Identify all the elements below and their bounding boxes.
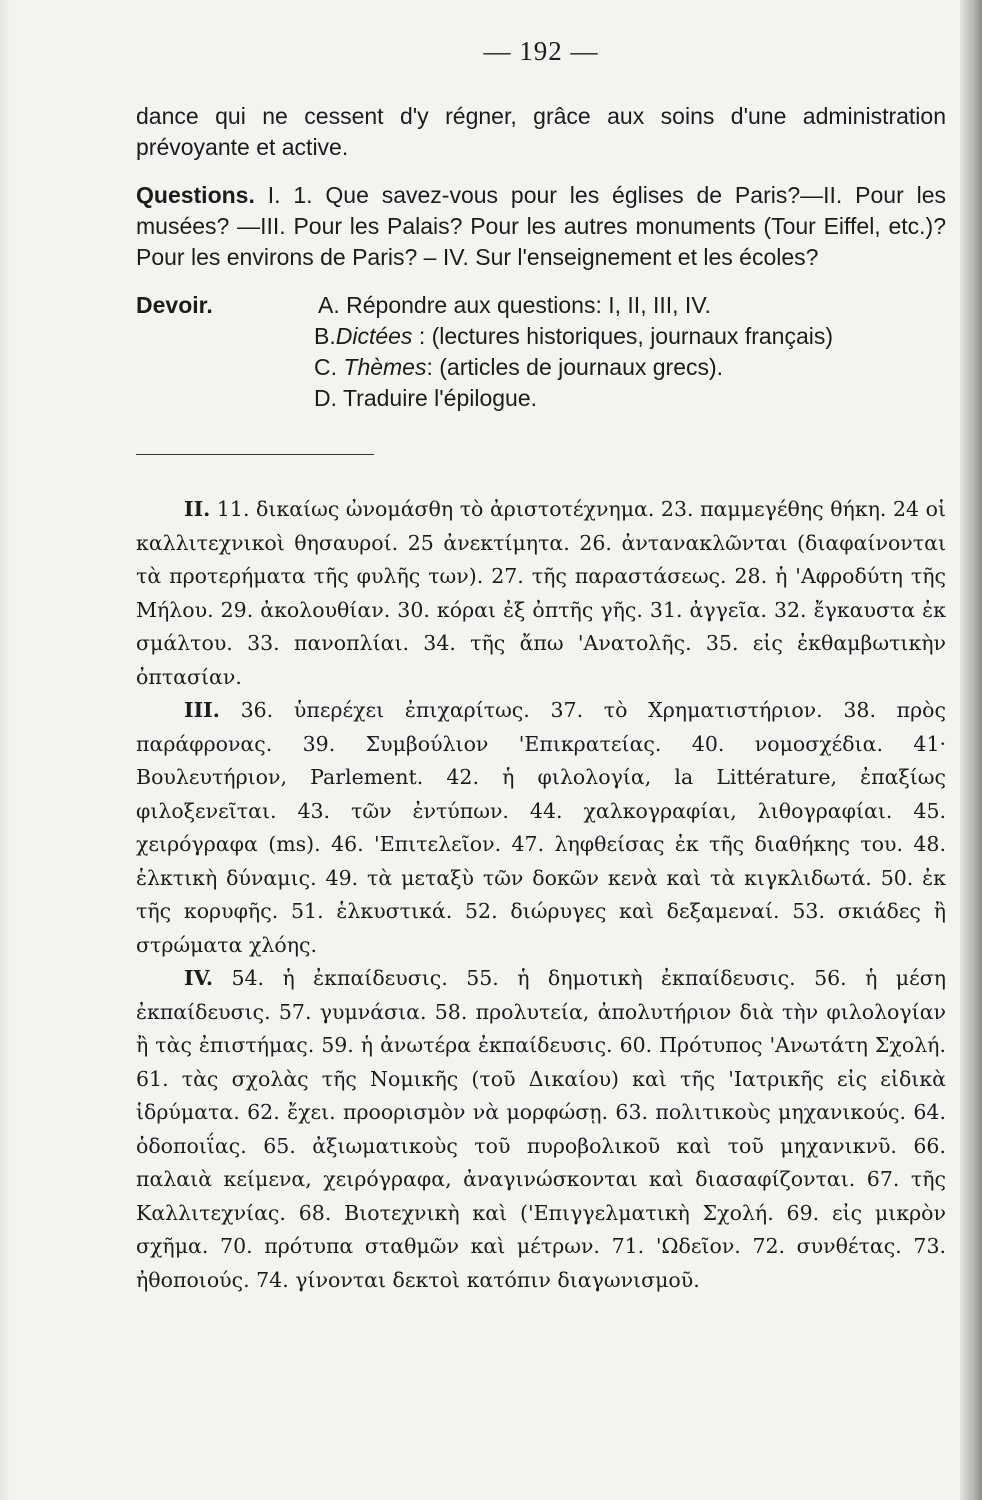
devoir-item-text: Répondre aux questions: I, II, III, IV. bbox=[339, 292, 711, 318]
questions-label: Questions. bbox=[136, 182, 255, 208]
questions-text: I. 1. Que savez-vous pour les églises de Paris?—II. Pour les musées? —III. Pour les Palais? Pour les autres monuments (Tour Eiffel, etc.)? Pour les environs de Paris? – IV. Sur l'enseignement et les écoles? bbox=[136, 182, 946, 270]
devoir-item-title: Thèmes bbox=[343, 354, 427, 380]
page-content bbox=[136, 36, 946, 1297]
devoir-item-text: : (lectures historiques, journaux français) bbox=[412, 323, 834, 349]
page-number: — 192 — bbox=[483, 36, 599, 66]
devoir-item-c bbox=[136, 352, 946, 383]
section-text: 11. δικαίως ὠνομάσθη τὸ ἀριστοτέχνημα. 23. παμμεγέθης θήκη. 24 οἱ καλλιτεχνικοὶ θησαυροί. 25 ἀνεκτίμητα. 26. ἀντανακλῶνται (διαφαίνονται τὰ προτερήματα τῆς φυλῆς των). 27. τῆς παραστάσεως. 28. ἡ 'Αφροδύτη τῆς Μήλου. 29. ἀκολουθίαν. 30. κόραι ἐξ ὀπτῆς γῆς. 31. ἀγγεῖα. 32. ἔγκαυστα ἐκ σμάλτου. 33. πανοπλίαι. 34. τῆς ἄπω 'Ανατολῆς. 35. εἰς ἐκθαμβωτικὴν ὀπτασίαν. bbox=[136, 497, 946, 689]
section-label: III. bbox=[184, 698, 220, 722]
devoir-item-letter: A. bbox=[318, 292, 340, 318]
devoir-item-letter: D. bbox=[314, 385, 337, 411]
page-edge-right bbox=[960, 0, 982, 1500]
section-ii bbox=[136, 493, 946, 694]
section-iii bbox=[136, 694, 946, 962]
section-label: II. bbox=[184, 497, 211, 521]
devoir-item-a-content bbox=[318, 290, 711, 321]
questions-paragraph bbox=[136, 180, 946, 273]
devoir-item-text: Traduire l'épilogue. bbox=[337, 385, 538, 411]
intro-paragraph: dance qui ne cessent d'y régner, grâce aux soins d'une administration prévoyante et active. bbox=[136, 103, 946, 160]
section-text: 36. ὑπερέχει ἐπιχαρίτως. 37. τὸ Χρηματιστήριον. 38. πρὸς παράφρονας. 39. Συμβούλιον 'Επικρατείας. 40. νομοσχέδια. 41· Βουλευτήριον, Parlement. 42. ἡ φιλολογία, la Littérature, ἐπαξίως φιλοξενεῖται. 43. τῶν ἐντύπων. 44. χαλκογραφίαι, λιθογραφίαι. 45. χειρόγραφα (ms). 46. 'Επιτελεῖον. 47. ληφθείσας ἐκ τῆς διαθήκης του. 48. ἑλκτικὴ δύναμις. 49. τὰ μεταξὺ τῶν δοκῶν κενὰ καὶ τὰ κιγκλιδωτά. 50. ἐκ τῆς κορυφῆς. 51. ἑλκυστικά. 52. διώρυγες καὶ δεξαμεναί. 53. σκιάδες ἢ στρώματα χλόης. bbox=[136, 698, 946, 957]
devoir-item-d bbox=[136, 383, 946, 414]
section-text: 54. ἡ ἐκπαίδευσις. 55. ἡ δημοτικὴ ἐκπαίδευσις. 56. ἡ μέση ἐκπαίδευσις. 57. γυμνάσια. 58. προλυτεία, ἀπολυτήριον διὰ τὴν φιλολογίαν ἢ τὰς ἐπιστήμας. 59. ἡ ἀνωτέρα ἐκπαίδευσις. 60. Πρότυπος 'Ανωτάτη Σχολή. 61. τὰς σχολὰς τῆς Νομικῆς (τοῦ Δικαίου) καὶ τῆς 'Ιατρικῆς εἰς εἰδικὰ ἱδρύματα. 62. ἔχει. προορισμὸν νὰ μορφώσῃ. 63. πολιτικοὺς μηχανικούς. 64. ὁδοποιΐας. 65. ἀξιωματικοὺς τοῦ πυροβολικοῦ καὶ τοῦ μηχανικνῦ. 66. παλαιὰ κείμενα, χειρόγραφα, ἀναγινώσκονται καὶ διασαφίζονται. 67. τῆς Καλλιτεχνίας. 68. Βιοτεχνικὴ καὶ ('Επιγγελματικὴ Σχολή. 69. εἰς μικρὸν σχῆμα. 70. πρότυπα σταθμῶν καὶ μέτρων. 71. 'Ωδεῖον. 72. συνθέτας. 73. ἠθοποιούς. 74. γίνονται δεκτοὶ κατόπιν διαγωνισμοῦ. bbox=[136, 966, 946, 1292]
devoir-item-a bbox=[136, 290, 946, 321]
page-shadow-left bbox=[0, 0, 10, 1500]
devoir-item-letter: C. bbox=[314, 354, 337, 380]
devoir-label: Devoir. bbox=[136, 292, 213, 318]
section-label: IV. bbox=[184, 966, 214, 990]
section-iv bbox=[136, 962, 946, 1297]
devoir-item-title: Dictées bbox=[335, 323, 413, 349]
devoir-block bbox=[136, 290, 946, 414]
devoir-item-b bbox=[136, 321, 946, 352]
section-divider bbox=[136, 454, 374, 455]
devoir-item-text: : (articles de journaux grecs). bbox=[426, 354, 724, 380]
devoir-item-letter: B. bbox=[314, 323, 336, 349]
